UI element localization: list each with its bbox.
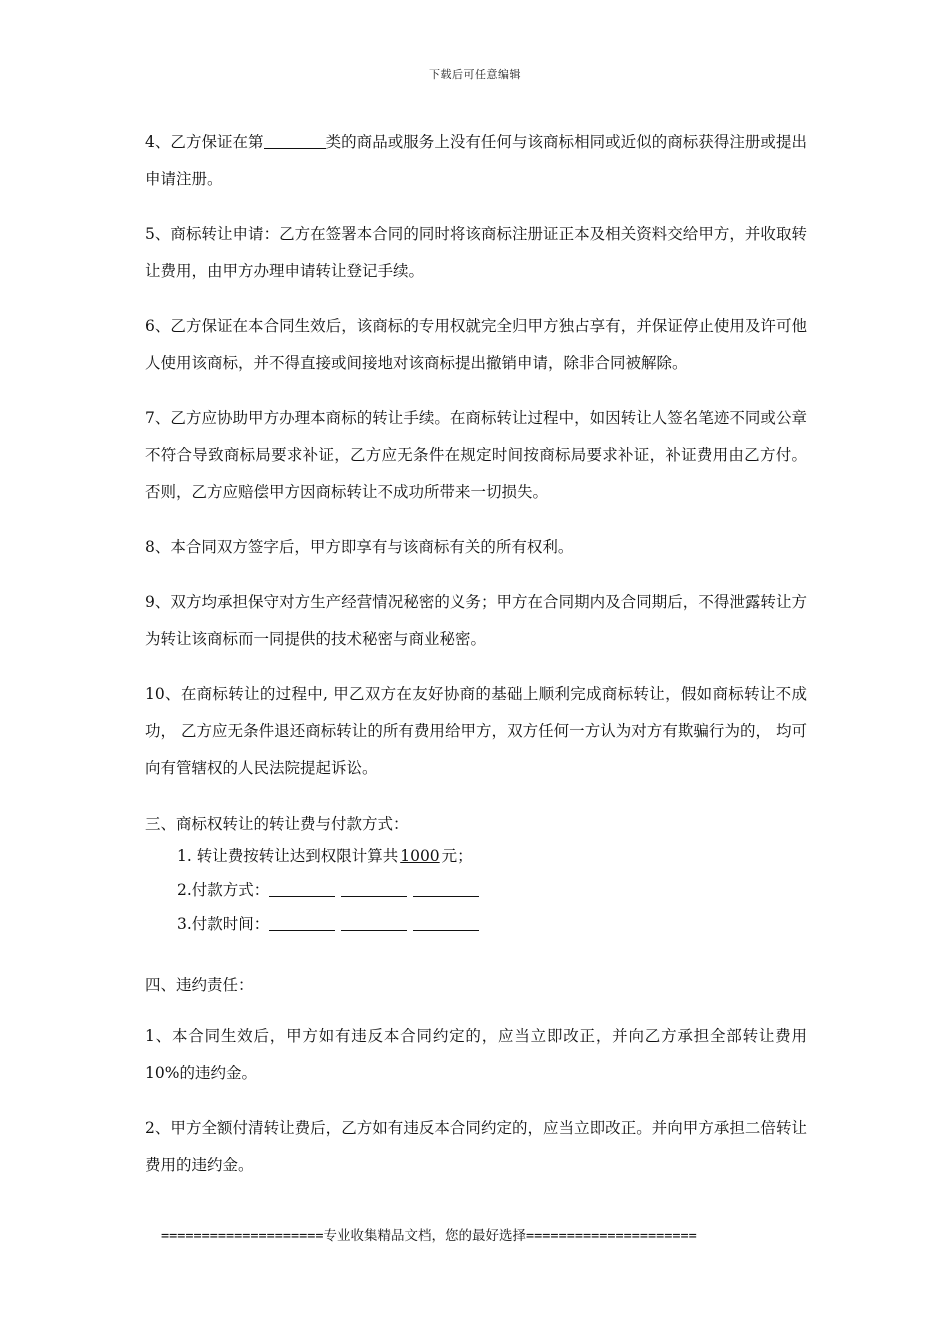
payment-time-blank-1 <box>269 915 335 932</box>
payment-method-blank-1 <box>269 881 335 898</box>
payment-method-line <box>145 873 807 907</box>
clause-7: 7、乙方应协助甲方办理本商标的转让手续。在商标转让过程中，如因转让人签名笔迹不同或公章不符合导致商标局要求补证，乙方应无条件在规定时间按商标局要求补证，补证费用由乙方付。否则，乙方应赔偿甲方因商标转让不成功所带来一切损失。 <box>145 409 807 501</box>
clause-5: 5、商标转让申请：乙方在签署本合同的同时将该商标注册证正本及相关资料交给甲方，并收取转让费用，由甲方办理申请转让登记手续。 <box>145 225 807 280</box>
clause-4 <box>145 124 807 198</box>
page-footer <box>145 1225 807 1247</box>
payment-time-blank-3 <box>413 915 479 932</box>
liability-item-1: 1、本合同生效后，甲方如有违反本合同约定的，应当立即改正，并向乙方承担全部转让费用 10%的违约金。 <box>145 1027 807 1082</box>
payment-time-label: 3.付款时间： <box>177 915 270 933</box>
payment-method-blank-3 <box>413 881 479 898</box>
liability-item-2: 2、甲方全额付清转让费后，乙方如有违反本合同约定的，应当立即改正。并向甲方承担二倍转让费用的违约金。 <box>145 1119 807 1174</box>
clause-4-start: 4、乙方保证在第 <box>145 133 264 151</box>
document-body <box>145 124 807 1202</box>
section-4-title: 四、违约责任： <box>145 976 254 994</box>
clause-10: 10、在商标转让的过程中, 甲乙双方在友好协商的基础上顺利完成商标转让，假如商标转让不成功， 乙方应无条件退还商标转让的所有费用给甲方，双方任何一方认为对方有欺骗行为的， 均可向有管辖权的人民法院提起诉讼。 <box>145 685 807 777</box>
fee-line <box>145 839 807 873</box>
page-header: 下载后可任意编辑 <box>429 68 521 81</box>
fee-line-suffix: 元； <box>441 847 473 865</box>
payment-method-blank-2 <box>341 881 407 898</box>
footer-banner: ====================专业收集精品文档，您的最好选择===================== <box>161 1228 697 1244</box>
clause-8: 8、本合同双方签字后，甲方即享有与该商标有关的所有权利。 <box>145 538 574 556</box>
clause-6: 6、乙方保证在本合同生效后，该商标的专用权就完全归甲方独占享有，并保证停止使用及许可他人使用该商标，并不得直接或间接地对该商标提出撤销申请，除非合同被解除。 <box>145 317 807 372</box>
payment-time-blank-2 <box>341 915 407 932</box>
section-3-title: 三、商标权转让的转让费与付款方式： <box>145 815 409 833</box>
payment-method-label: 2.付款方式： <box>177 881 270 899</box>
clause-9: 9、双方均承担保守对方生产经营情况秘密的义务；甲方在合同期内及合同期后，不得泄露转让方为转让该商标而一同提供的技术秘密与商业秘密。 <box>145 593 807 648</box>
payment-time-line <box>145 907 807 941</box>
fee-line-prefix: 1. 转让费按转让达到权限计算共 <box>177 847 399 865</box>
class-number-blank <box>264 133 326 150</box>
clause-4-end: 类的商品或服务上没有任何与该商标相同或近似的商标获得注册或提出申请注册。 <box>145 133 807 188</box>
fee-amount: 1000 <box>400 847 440 865</box>
